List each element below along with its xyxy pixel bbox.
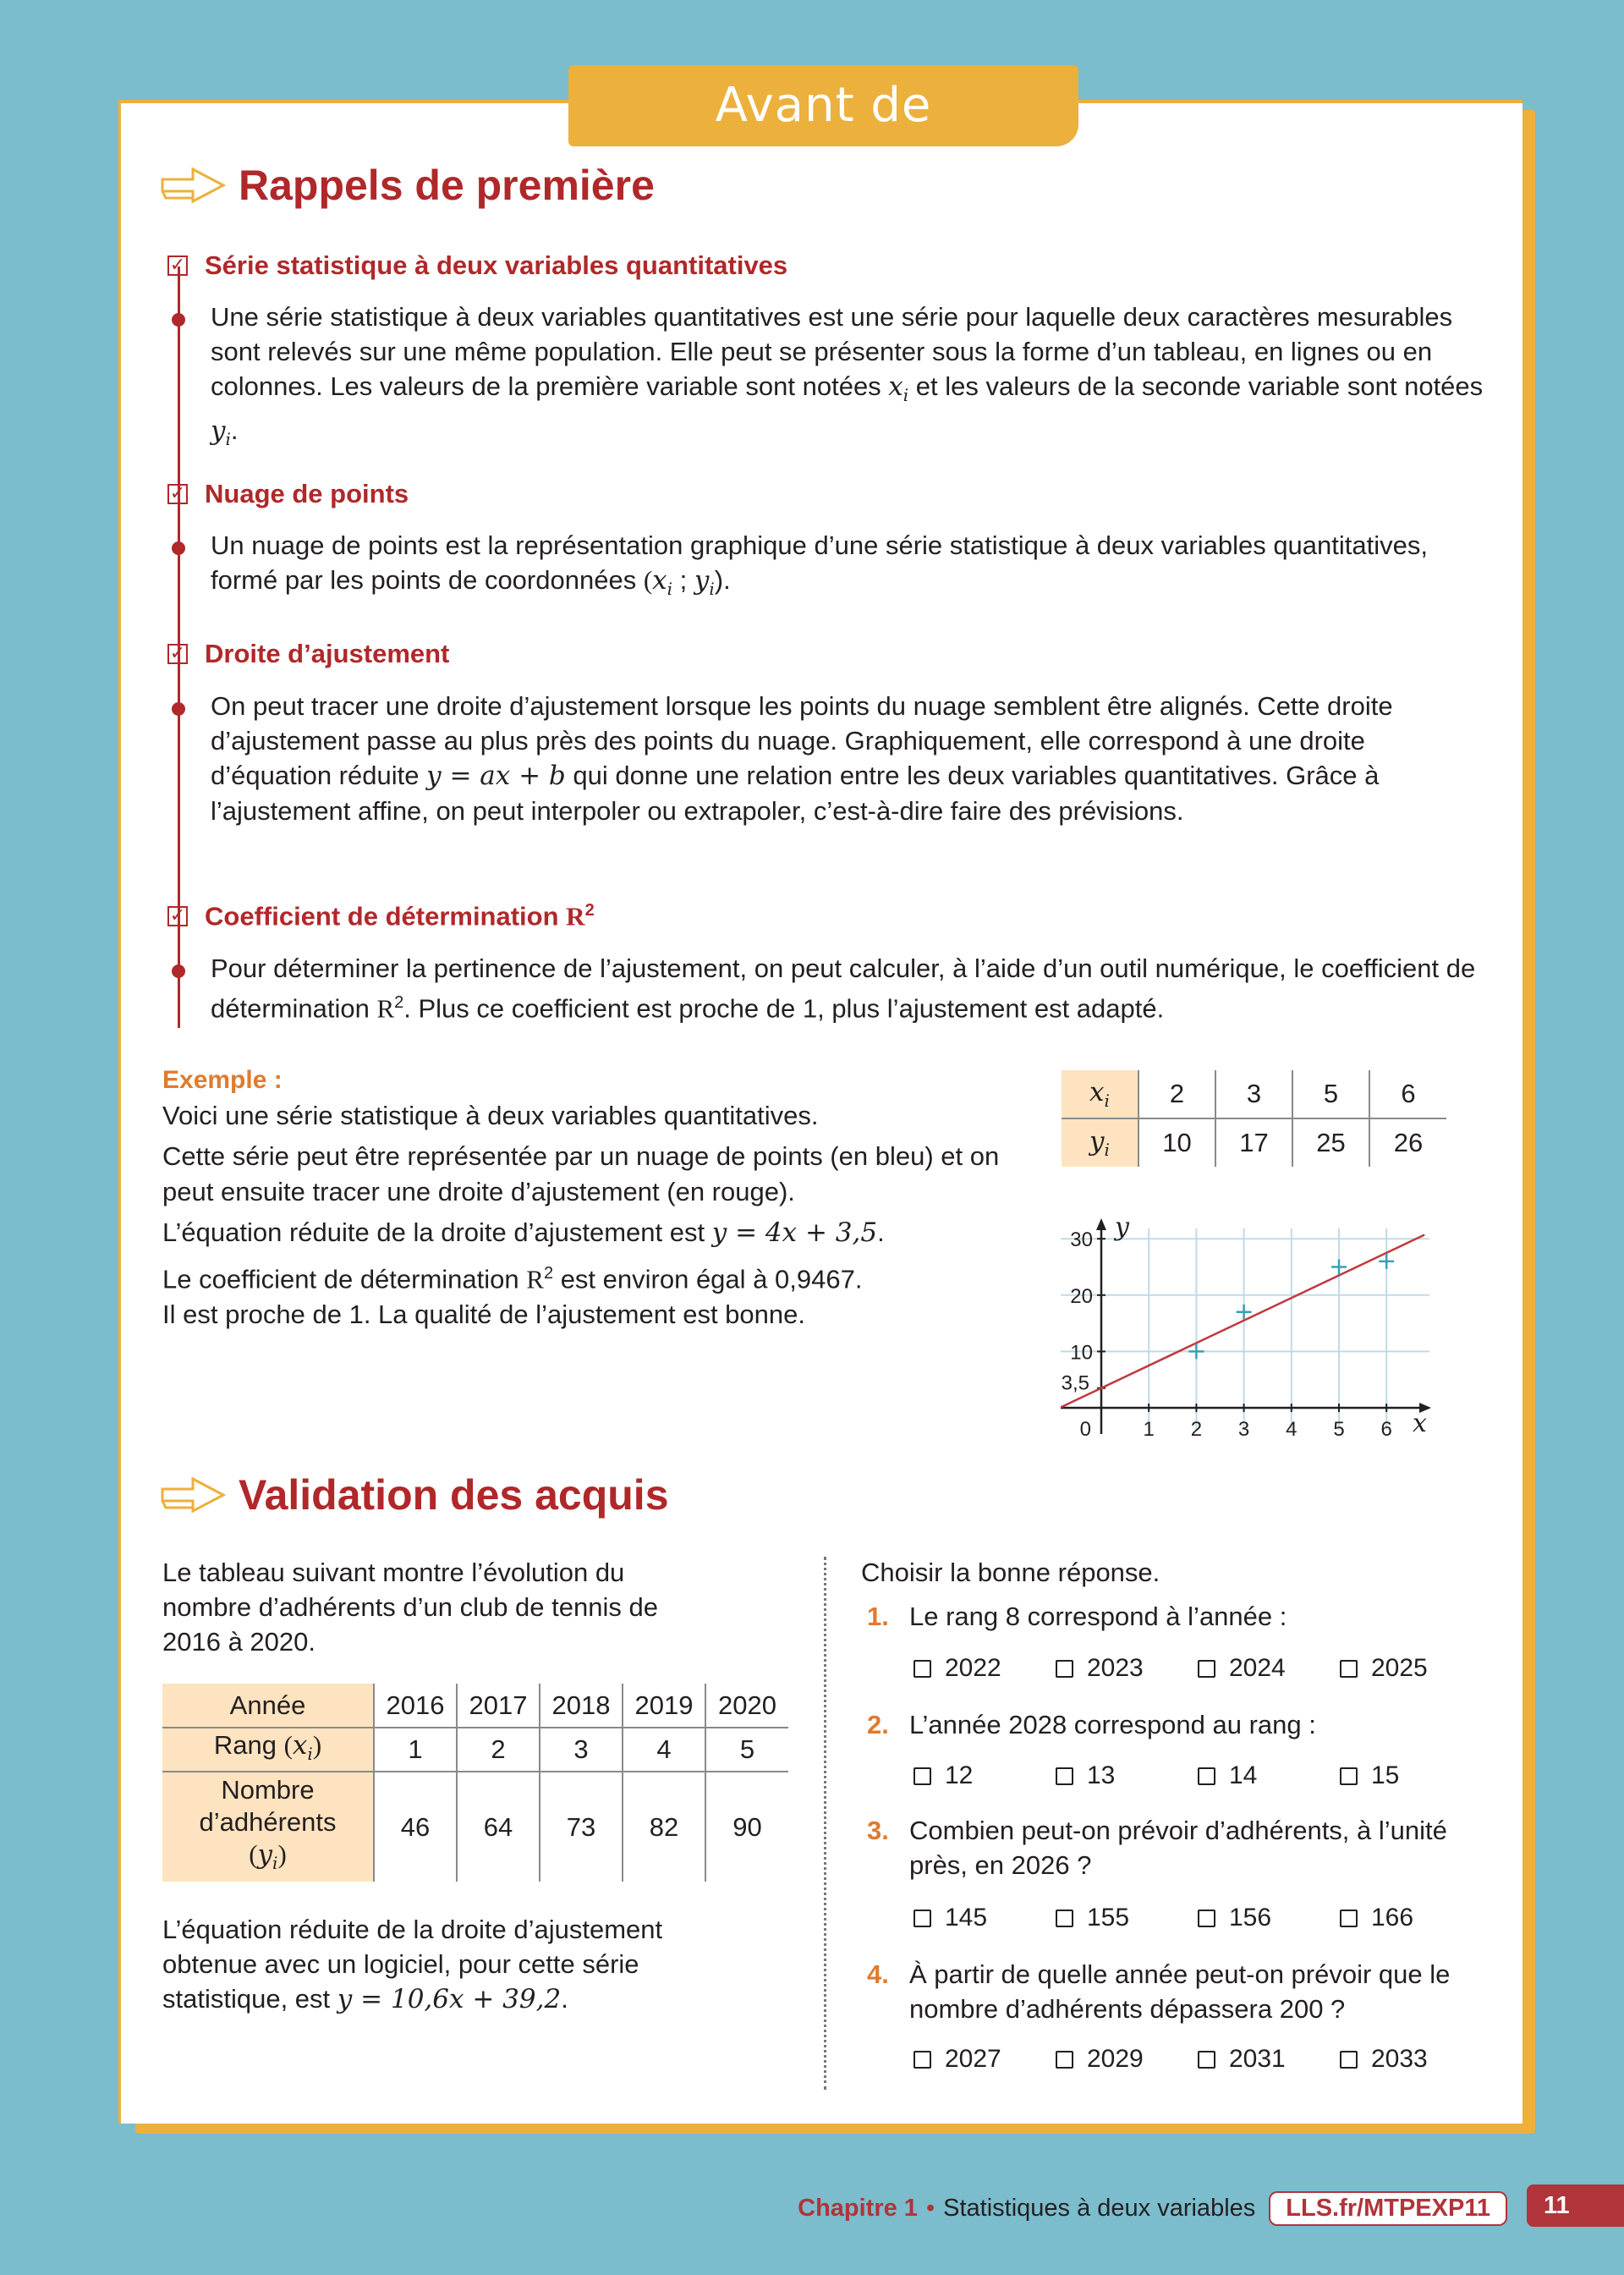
footer: Chapitre 1 • Statistiques à deux variables LLS.fr/MTPEXP11: [798, 2191, 1507, 2226]
instruction: Choisir la bonne réponse.: [861, 1558, 1160, 1587]
answer-option[interactable]: 2031: [1198, 2045, 1340, 2074]
checkbox-checked-icon: ✓: [167, 644, 188, 664]
validation-intro: Le tableau suivant montre l’évolution du nombre d’adhérents d’un club de tennis de 2016 à 2020.: [162, 1558, 658, 1657]
checkbox[interactable]: [914, 1767, 931, 1785]
example-table: $x_i$ 2 3 5 6 $y_i$ 10 17 25 26: [1062, 1070, 1446, 1167]
x-tick-label: 1: [1143, 1418, 1155, 1441]
checkbox[interactable]: [914, 2051, 931, 2069]
y-tick-label: 20: [1070, 1284, 1093, 1308]
answer-option[interactable]: 2025: [1340, 1654, 1482, 1683]
answer-option[interactable]: 155: [1056, 1904, 1198, 1932]
y-axis-arrow: [1096, 1218, 1106, 1230]
checkbox-checked-icon: ✓: [167, 256, 188, 276]
section-title: ✓ Coefficient de détermination $R^2$: [167, 901, 595, 931]
answer-options: [914, 1654, 1482, 1683]
checkbox[interactable]: [1056, 1660, 1073, 1678]
answer-option[interactable]: 2022: [914, 1654, 1056, 1683]
arrow-icon: [159, 164, 227, 206]
answer-options: [914, 2045, 1482, 2074]
origin-label: 0: [1079, 1418, 1091, 1441]
bullet-dot: [172, 702, 185, 716]
x-tick-label: 3: [1237, 1418, 1250, 1441]
members-table: Année 2016 2017 2018 2019 2020 Rang $(x_i)$ 1 2 3 4 5 Nombre d’adhérents $(y_i)$ 46 64 73 82 90: [162, 1684, 788, 1882]
answer-option[interactable]: 2029: [1056, 2045, 1198, 2074]
question: 2. L’année 2028 correspond au rang :: [867, 1710, 1316, 1739]
checkbox[interactable]: [1198, 2051, 1215, 2069]
lls-link[interactable]: LLS.fr/MTPEXP11: [1269, 2191, 1507, 2226]
x-tick-label: 6: [1380, 1418, 1392, 1441]
y-tick-label: 30: [1070, 1228, 1093, 1252]
x-tick-label: 2: [1190, 1418, 1203, 1441]
x-tick-label: 5: [1333, 1418, 1345, 1441]
answer-option[interactable]: 2033: [1340, 2045, 1482, 2074]
validation-heading: Validation des acquis: [159, 1470, 669, 1519]
section-title: ✓ Nuage de points: [167, 479, 409, 509]
bullet-dot: [172, 964, 185, 978]
checkbox[interactable]: [1056, 2051, 1073, 2069]
checkbox[interactable]: [1056, 1767, 1073, 1785]
section-tab: Avant de commencer: [568, 65, 1078, 146]
x-tick-label: 4: [1286, 1418, 1298, 1441]
answer-option[interactable]: 15: [1340, 1761, 1482, 1790]
example-text: Exemple : Voici une série statistique à deux variables quantitatives. Cette série peut être représentée par un nuage de points (en bleu) et on peut ensuite tracer une droite d’ajustement (en rouge). L’équation réduite de la droite d’ajustement est y = 4x + 3,5. Le coefficient de détermination $R^2$ est environ égal à 0,9467. Il est proche de 1. La qualité de l’ajustement est bonne.: [162, 1066, 1000, 1330]
section-title: ✓ Droite d’ajustement: [167, 639, 449, 669]
question: 1. Le rang 8 correspond à l’année :: [867, 1602, 1287, 1631]
arrow-icon: [159, 1474, 227, 1516]
checkbox[interactable]: [1340, 2051, 1358, 2069]
answer-option[interactable]: 156: [1198, 1904, 1340, 1932]
y-axis-label: y: [1115, 1212, 1129, 1242]
page-number: 11: [1527, 2184, 1624, 2227]
section-body: Un nuage de points est la représentation graphique d’une série statistique à deux variables quantitatives, formé par les points de coordonnées ($x_i$ ; $y_i$).: [211, 530, 1428, 600]
checkbox[interactable]: [1198, 1660, 1215, 1678]
checkbox[interactable]: [1340, 1910, 1358, 1927]
answer-option[interactable]: 2023: [1056, 1654, 1198, 1683]
checkbox-checked-icon: ✓: [167, 484, 188, 504]
answer-option[interactable]: 166: [1340, 1904, 1482, 1932]
checkbox[interactable]: [1198, 1910, 1215, 1927]
section-body: On peut tracer une droite d’ajustement lorsque les points du nuage semblent être alignés. Cette droite d’ajustement passe au plus près des points du nuage. Graphiquement, elle correspond à une droite d’équation réduite y = ax + b qui donne une relation entre les deux variables quantitatives. Grâce à l’ajustement affine, on peut interpoler ou extrapoler, c’est-à-dire faire des prévisions.: [211, 691, 1393, 826]
checkbox-checked-icon: ✓: [167, 906, 188, 926]
section-body: Une série statistique à deux variables quantitatives est une série pour laquelle deux caractères mesurables sont relevés sur une même population. Elle peut se présenter sous la forme d’un tableau, en lignes ou en colonnes. Les valeurs de la première variable sont notées $x_i$ et les valeurs de la seconde variable sont notées $y_i$.: [211, 302, 1484, 450]
bullet-dot: [172, 313, 185, 327]
checkbox[interactable]: [1340, 1660, 1358, 1678]
answer-option[interactable]: 2027: [914, 2045, 1056, 2074]
checkbox[interactable]: [914, 1910, 931, 1927]
question: 3. Combien peut-on prévoir d’adhérents, à l’unité près, en 2026 ?: [867, 1816, 1447, 1880]
answer-option[interactable]: 12: [914, 1761, 1056, 1790]
checkbox[interactable]: [1198, 1767, 1215, 1785]
scatter-chart: [1040, 1201, 1463, 1455]
answer-option[interactable]: 14: [1198, 1761, 1340, 1790]
y-tick-label: 10: [1070, 1341, 1093, 1365]
regression-line: [1061, 1235, 1424, 1408]
checkbox[interactable]: [1340, 1767, 1358, 1785]
question: 4. À partir de quelle année peut-on prévoir que le nombre d’adhérents dépassera 200 ?: [867, 1959, 1451, 2024]
answer-options: [914, 1761, 1482, 1790]
answer-options: [914, 1904, 1482, 1932]
checkbox[interactable]: [914, 1660, 931, 1678]
rappels-heading: Rappels de première: [159, 161, 655, 210]
checkbox[interactable]: [1056, 1910, 1073, 1927]
answer-option[interactable]: 13: [1056, 1761, 1198, 1790]
validation-outro: L’équation réduite de la droite d’ajustement obtenue avec un logiciel, pour cette série statistique, est y = 10,6x + 39,2.: [162, 1915, 663, 2014]
section-body: Pour déterminer la pertinence de l’ajustement, on peut calculer, à l’aide d’un outil numérique, le coefficient de détermination $R^2$. Plus ce coefficient est proche de 1, plus l’ajustement est adapté.: [211, 953, 1476, 1024]
column-divider: [824, 1557, 826, 2090]
bullet-dot: [172, 541, 185, 555]
answer-option[interactable]: 145: [914, 1904, 1056, 1932]
answer-option[interactable]: 2024: [1198, 1654, 1340, 1683]
intercept-label: 3,5: [1061, 1371, 1089, 1395]
section-title: ✓ Série statistique à deux variables quantitatives: [167, 250, 787, 281]
x-axis-label: x: [1413, 1409, 1427, 1438]
